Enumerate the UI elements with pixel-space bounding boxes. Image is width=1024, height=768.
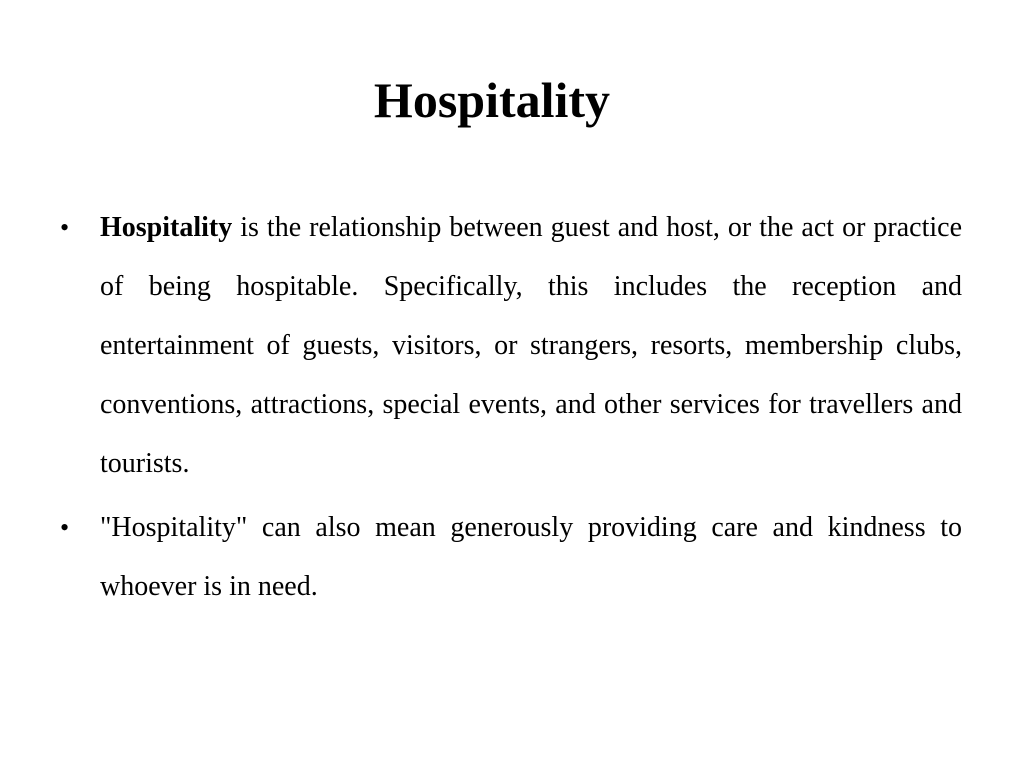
bullet-marker: • xyxy=(60,513,70,542)
slide-title: Hospitality xyxy=(373,72,611,128)
bullet-item-meaning xyxy=(60,498,962,616)
bold-term: Hospitality xyxy=(100,212,233,243)
bullet-item-definition xyxy=(60,198,962,493)
bullet-marker: • xyxy=(60,213,70,242)
bullet-list xyxy=(60,198,962,621)
bullet-text: "Hospitality" can also mean generously providing care and kindness to whoever is in need. xyxy=(100,512,962,602)
bullet-text: is the relationship between guest and host, or the act or practice of being hospitable. Specifically, this includes the reception and entertainment of guests, visitors, or strangers, resorts, membership clubs, conventions, attractions, special events, and other services for travellers and tourists. xyxy=(100,212,962,479)
